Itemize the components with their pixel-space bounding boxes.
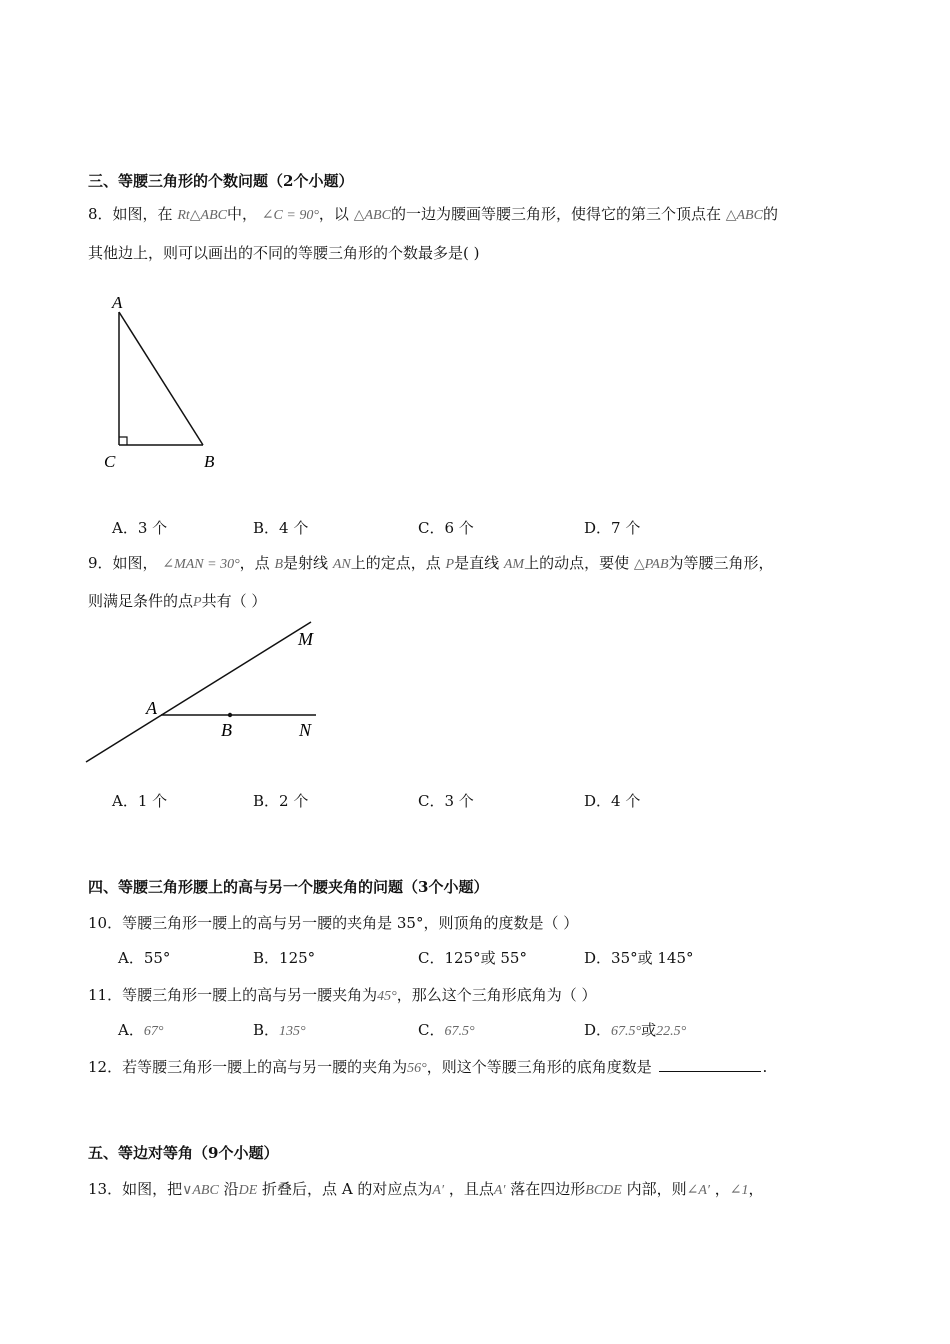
q11-option-b-label: B． (253, 1021, 280, 1039)
q11-option-d-value-2: 22.5° (656, 1024, 687, 1039)
q13-math-7: ∠1 (729, 1183, 749, 1198)
q9-line2-text-1: 则满足条件的点 (88, 592, 194, 610)
q9-text-3: 是射线 (283, 554, 329, 572)
q10-option-b[interactable]: B．125° (253, 949, 316, 967)
q13-text-8: ， (748, 1180, 764, 1198)
q9-option-b[interactable]: B．2 个 (253, 792, 309, 810)
q12-answer-blank[interactable] (659, 1059, 761, 1072)
section-title-3: 三、等腰三角形的个数问题（2个小题） (88, 172, 354, 190)
q8-math-2: ∠C = 90° (261, 208, 319, 223)
q9-math-6: △PAB (633, 557, 669, 572)
q8-option-c[interactable]: C．6 个 (418, 519, 474, 537)
q8-math-1: Rt△ABC (177, 208, 227, 223)
q9-math-4: P (445, 557, 455, 572)
q9-number: 9． (88, 554, 113, 572)
q10-option-c[interactable]: C．125°或 55° (418, 949, 527, 967)
q9-option-a[interactable]: A．1 个 (112, 792, 168, 810)
q9-figure-angle (82, 620, 332, 770)
q9-text-4: 上的定点，点 (350, 554, 441, 572)
q11-option-b-value: 135° (279, 1024, 306, 1039)
q8-figure-right-triangle (95, 290, 235, 480)
label-n: N (299, 720, 312, 740)
q11-option-d[interactable] (584, 1019, 686, 1040)
question-8-line1 (88, 203, 778, 224)
right-angle-mark (119, 437, 127, 445)
q13-text-5: 落在四边形 (510, 1180, 586, 1198)
q11-option-d-label: D． (584, 1021, 612, 1039)
label-a: A (146, 698, 157, 718)
q8-math-4: △ABC (725, 208, 763, 223)
q8-math-3: △ABC (353, 208, 391, 223)
section-title-5: 五、等边对等角（9个小题） (88, 1144, 279, 1162)
q9-math-1: ∠MAN = 30° (162, 557, 240, 572)
q13-math-1: ∨ABC (182, 1183, 219, 1198)
q11-option-c-label: C． (418, 1021, 445, 1039)
q8-option-d[interactable]: D．7 个 (584, 519, 641, 537)
q13-math-5: BCDE (585, 1183, 622, 1198)
question-8-line2: 其他边上，则可以画出的不同的等腰三角形的个数最多是( ) (88, 244, 480, 262)
label-m: M (298, 629, 313, 649)
q13-text-7: ， (714, 1180, 730, 1198)
q11-option-a-value: 67° (143, 1024, 164, 1039)
q9-math-2: B (274, 557, 284, 572)
q13-text-3: 折叠后，点 A 的对应点为 (262, 1180, 433, 1198)
q11-option-c-value: 67.5° (444, 1024, 475, 1039)
q8-text-3: ，以 (318, 205, 349, 223)
q13-math-2: DE (238, 1183, 258, 1198)
q9-line2-text-2: 共有（ ） (201, 592, 267, 610)
q13-math-4: A′ (493, 1183, 506, 1198)
q12-math-1: 56° (407, 1061, 427, 1076)
q8-text-1: 如图，在 (112, 205, 173, 223)
q8-text-2: 中， (227, 205, 258, 223)
q13-text-6: 内部，则 (626, 1180, 687, 1198)
q11-option-a-label: A． (118, 1021, 144, 1039)
question-9-line1 (88, 552, 774, 573)
line-am (86, 622, 311, 762)
q11-option-a[interactable] (118, 1019, 163, 1040)
q10-option-a[interactable]: A．55° (118, 949, 171, 967)
q13-math-6: ∠A′ (686, 1183, 710, 1198)
label-a: A (112, 293, 123, 312)
q9-option-d[interactable]: D．4 个 (584, 792, 641, 810)
q13-text-4: ，且点 (448, 1180, 494, 1198)
q12-text-2: ，则这个等腰三角形的底角度数是 (426, 1058, 652, 1076)
q8-text-4: 的一边为腰画等腰三角形，使得它的第三个顶点在 (390, 205, 721, 223)
q9-option-c[interactable]: C．3 个 (418, 792, 474, 810)
q9-text-5: 是直线 (454, 554, 500, 572)
q10-option-d[interactable]: D．35°或 145° (584, 949, 694, 967)
q8-option-b[interactable]: B．4 个 (253, 519, 309, 537)
q9-math-5: AM (503, 557, 525, 572)
label-b: B (221, 720, 232, 740)
q11-math-1: 45° (377, 989, 397, 1004)
q11-option-d-value-1: 67.5° (611, 1024, 642, 1039)
label-c: C (104, 452, 116, 471)
question-11 (88, 984, 596, 1005)
q9-math-3: AN (332, 557, 351, 572)
q13-text-1: 13．如图，把 (88, 1180, 183, 1198)
q11-text-2: ，那么这个三角形底角为（ ） (396, 986, 597, 1004)
question-13-line1 (88, 1178, 764, 1199)
q9-text-1: 如图， (112, 554, 158, 572)
q13-text-2: 沿 (223, 1180, 239, 1198)
question-12 (88, 1056, 767, 1077)
q9-text-2: ，点 (239, 554, 270, 572)
q9-line2-math: P (193, 595, 202, 610)
q11-option-b[interactable] (253, 1019, 306, 1040)
q12-text-1: 12．若等腰三角形一腰上的高与另一腰的夹角为 (88, 1058, 408, 1076)
q8-number: 8． (88, 205, 113, 223)
q9-text-7: 为等腰三角形， (668, 554, 774, 572)
triangle-side-ab (119, 312, 203, 445)
question-10: 10．等腰三角形一腰上的高与另一腰的夹角是 35°，则顶角的度数是（ ） (88, 914, 579, 932)
q12-text-3: . (762, 1058, 768, 1076)
label-b: B (204, 452, 215, 471)
question-9-line2 (88, 590, 266, 611)
q9-text-6: 上的动点，要使 (524, 554, 630, 572)
point-b (228, 713, 232, 717)
q8-text-5: 的 (762, 205, 778, 223)
q11-option-d-or: 或 (641, 1021, 657, 1039)
q13-math-3: A′ (432, 1183, 445, 1198)
q11-option-c[interactable] (418, 1019, 475, 1040)
q11-text-1: 11．等腰三角形一腰上的高与另一腰夹角为 (88, 986, 378, 1004)
section-title-4: 四、等腰三角形腰上的高与另一个腰夹角的问题（3个小题） (88, 878, 489, 896)
q8-option-a[interactable]: A．3 个 (112, 519, 168, 537)
